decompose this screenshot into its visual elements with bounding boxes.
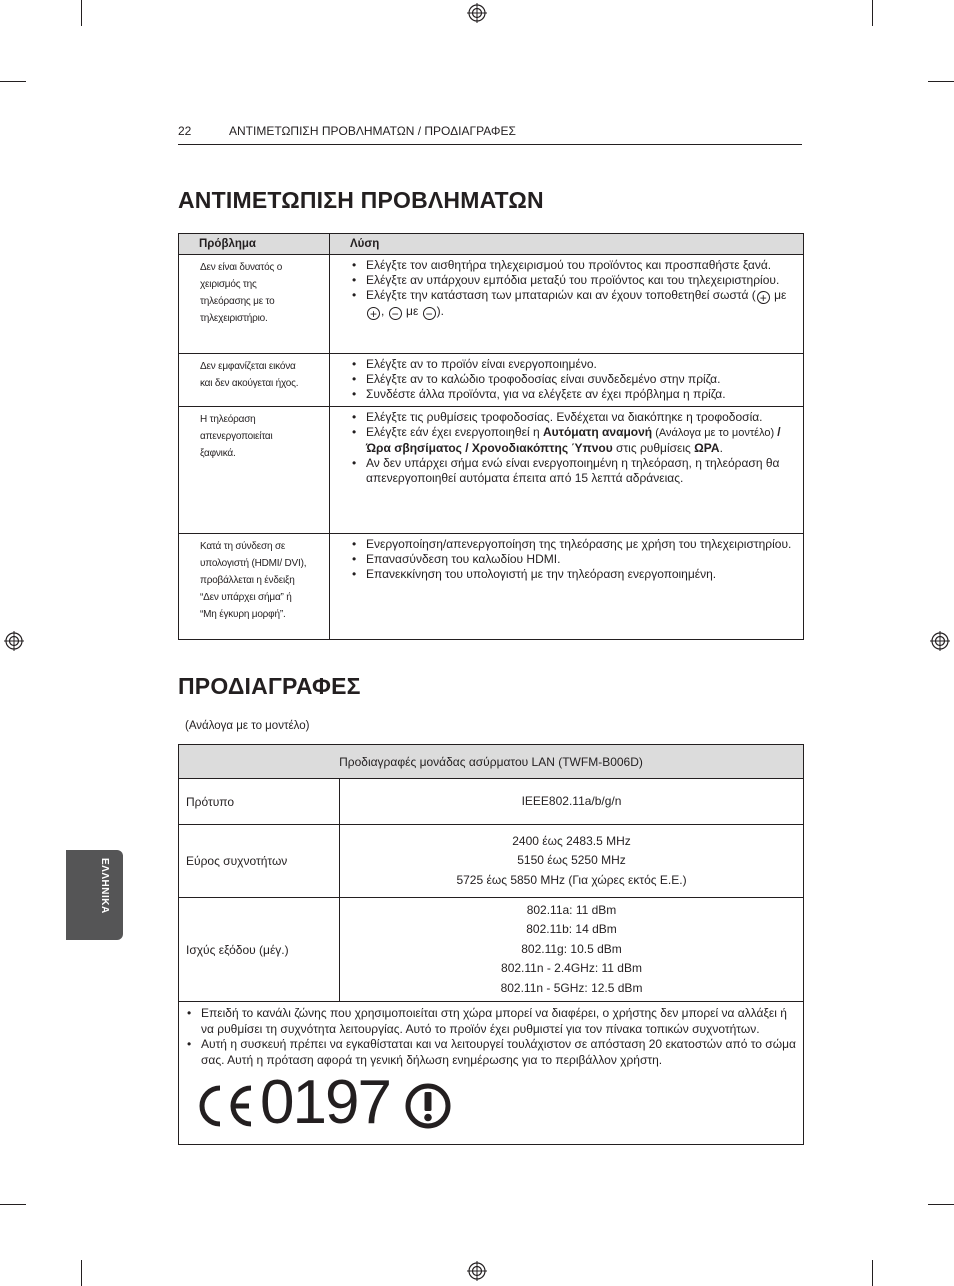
closing: ). — [436, 304, 444, 318]
list-item: • Ελέγξτε αν το καλώδιο τροφοδοσίας είναι συνδεδεμένο στην πρίζα. — [352, 372, 795, 387]
problem-cell: Δεν εμφανίζεται εικόνα και δεν ακούγεται ήχος. — [179, 354, 330, 407]
page-number: 22 — [178, 124, 192, 138]
solution-cell — [330, 255, 804, 354]
troubleshooting-heading: ΑΝΤΙΜΕΤΩΠΙΣΗ ΠΡΟΒΛΗΜΑΤΩΝ — [178, 187, 544, 213]
table-row — [179, 825, 804, 898]
freq-value: 2400 έως 2483.5 MHz — [512, 833, 631, 848]
list-item: • Ελέγξτε τις ρυθμίσεις τροφοδοσίας. Ενδέχεται να διακόπηκε η τροφοδοσία. — [352, 410, 795, 425]
list-item: • Ελέγξτε τον αισθητήρα τηλεχειρισμού του προϊόντος και προσπαθήστε ξανά. — [352, 258, 795, 273]
crop-mark — [872, 0, 873, 26]
solution-list — [352, 258, 795, 320]
text-run: στις ρυθμίσεις — [612, 441, 695, 455]
ce-mark-icon — [191, 1084, 255, 1128]
setting-name: / Ώρα σβησίματος / Χρονοδιακόπτης Ύπνου — [366, 425, 781, 455]
setting-name: Αυτόματη αναμονή — [542, 425, 653, 439]
list-item — [352, 425, 795, 456]
crop-mark — [0, 81, 26, 82]
solution-cell — [330, 407, 804, 534]
word-me: με — [406, 304, 419, 318]
spec-table-title: Προδιαγραφές μονάδας ασύρματου LAN (TWFM-B006D) — [179, 745, 804, 779]
spec-label: Εύρος συχνοτήτων — [179, 825, 340, 898]
table-row — [179, 407, 804, 534]
table-row — [179, 1002, 804, 1145]
language-tab-label: ΕΛΛΗΝΙΚΑ — [99, 858, 110, 914]
power-value: 802.11n - 2.4GHz: 11 dBm — [501, 961, 642, 976]
problem-cell: Κατά τη σύνδεση σε υπολογιστή (HDMI/ DVI), προβάλλεται η ένδειξη “Δεν υπάρχει σήμα” ή “Μη έγκυρη μορφή”. — [179, 534, 330, 640]
text-run: . — [719, 441, 723, 455]
list-item: • Ενεργοποίηση/απενεργοποίηση της τηλεόρασης με χρήση του τηλεχειριστηρίου. — [352, 537, 795, 552]
table-row — [179, 898, 804, 1002]
crop-mark — [0, 1204, 26, 1205]
problem-cell: Η τηλεόραση απενεργοποιείται ξαφνικά. — [179, 407, 330, 534]
table-row — [179, 255, 804, 354]
plus-terminal-icon: + — [367, 307, 380, 320]
text-run: (Ανάλογα με το μοντέλο) — [652, 427, 778, 439]
spec-value — [340, 898, 804, 1002]
freq-value: 5725 έως 5850 MHz (Για χώρες εκτός Ε.Ε.) — [456, 872, 687, 887]
table-row — [179, 354, 804, 407]
table-row — [179, 745, 804, 779]
separator: , — [381, 304, 385, 318]
minus-terminal-icon: − — [423, 307, 436, 320]
table-header-row — [179, 234, 804, 255]
solution-cell — [330, 534, 804, 640]
menu-name: ΩΡΑ — [694, 441, 720, 455]
text-run: Ελέγξτε εάν έχει ενεργοποιηθεί η — [366, 425, 543, 439]
table-row — [179, 779, 804, 825]
solution-list — [352, 410, 795, 486]
crop-mark — [81, 1260, 82, 1286]
registration-mark-icon — [467, 1261, 487, 1281]
spec-label: Ισχύς εξόδου (μέγ.) — [179, 898, 340, 1002]
list-item: • Αυτή η συσκευή πρέπει να εγκαθίσταται και να λειτουργεί τουλάχιστον σε απόσταση 20 εκατοστών από το σώμα σας. Αυτή η πρόταση αφορά τη γενική δήλωση ενημέρωσης για το περιβάλλον χρήστη. — [187, 1037, 797, 1068]
power-value: 802.11b: 14 dBm — [526, 922, 617, 937]
model-note: (Ανάλογα με το μοντέλο) — [185, 720, 310, 732]
list-item — [352, 288, 795, 320]
list-item: • Αν δεν υπάρχει σήμα ενώ είναι ενεργοποιημένη η τηλεόραση, η τηλεόραση θα απενεργοποιηθεί αυτόματα έπειτα από 15 λεπτά αδράνειας. — [352, 456, 795, 486]
notified-body-number: 0197 — [260, 1068, 390, 1137]
spec-value: IEEE802.11a/b/g/n — [340, 779, 804, 825]
list-item: • Επανασύνδεση του καλωδίου HDMI. — [352, 552, 795, 567]
freq-value: 5150 έως 5250 MHz — [517, 853, 626, 868]
notes-cell — [179, 1002, 804, 1145]
crop-mark — [928, 81, 954, 82]
specifications-table — [178, 744, 804, 1145]
page-header — [178, 122, 802, 145]
crop-mark — [872, 1260, 873, 1286]
word-me: με — [774, 288, 787, 302]
running-title: ΑΝΤΙΜΕΤΩΠΙΣΗ ΠΡΟΒΛΗΜΑΤΩΝ / ΠΡΟΔΙΑΓΡΑΦΕΣ — [229, 124, 516, 138]
solution-cell — [330, 354, 804, 407]
battery-text: Ελέγξτε την κατάσταση των μπαταριών και αν έχουν τοποθετηθεί σωστά ( — [366, 288, 756, 302]
solution-list — [352, 537, 795, 582]
specifications-heading: ΠΡΟΔΙΑΓΡΑΦΕΣ — [178, 673, 361, 699]
minus-terminal-icon: − — [389, 307, 402, 320]
solution-list — [352, 357, 795, 402]
alert-circle-icon — [404, 1082, 452, 1130]
table-row — [179, 534, 804, 640]
list-item: • Συνδέστε άλλα προϊόντα, για να ελέγξετε αν έχει πρόβλημα η πρίζα. — [352, 387, 795, 402]
spec-label: Πρότυπο — [179, 779, 340, 825]
plus-terminal-icon: + — [757, 291, 770, 304]
power-value: 802.11g: 10.5 dBm — [521, 941, 622, 956]
list-item: • Ελέγξτε αν το προϊόν είναι ενεργοποιημένο. — [352, 357, 795, 372]
crop-mark — [928, 1204, 954, 1205]
ce-marking — [187, 1068, 797, 1137]
troubleshooting-table — [178, 233, 804, 640]
power-value: 802.11a: 11 dBm — [526, 902, 617, 917]
crop-mark — [81, 0, 82, 26]
registration-mark-icon — [467, 3, 487, 23]
column-header-solution: Λύση — [330, 234, 804, 255]
spec-value — [340, 825, 804, 898]
registration-mark-icon — [4, 631, 24, 651]
list-item: • Επειδή το κανάλι ζώνης που χρησιμοποιείται στη χώρα μπορεί να διαφέρει, ο χρήστης δεν μπορεί να αλλάξει ή να ρυθμίσει τη συχνότητα λειτουργίας. Αυτό το προϊόν έχει ρυθμιστεί για τον πίνακα τοπικών συχνοτήτων. — [187, 1006, 797, 1037]
registration-mark-icon — [930, 631, 950, 651]
power-value: 802.11n - 5GHz: 12.5 dBm — [500, 980, 643, 995]
column-header-problem: Πρόβλημα — [179, 234, 330, 255]
list-item: • Ελέγξτε αν υπάρχουν εμπόδια μεταξύ του προϊόντος και του τηλεχειριστηρίου. — [352, 273, 795, 288]
notes-list — [187, 1006, 797, 1068]
language-tab — [66, 850, 123, 940]
problem-cell: Δεν είναι δυνατός ο χειρισμός της τηλεόρασης με το τηλεχειριστήριο. — [179, 255, 330, 354]
list-item: • Επανεκκίνηση του υπολογιστή με την τηλεόραση ενεργοποιημένη. — [352, 567, 795, 582]
